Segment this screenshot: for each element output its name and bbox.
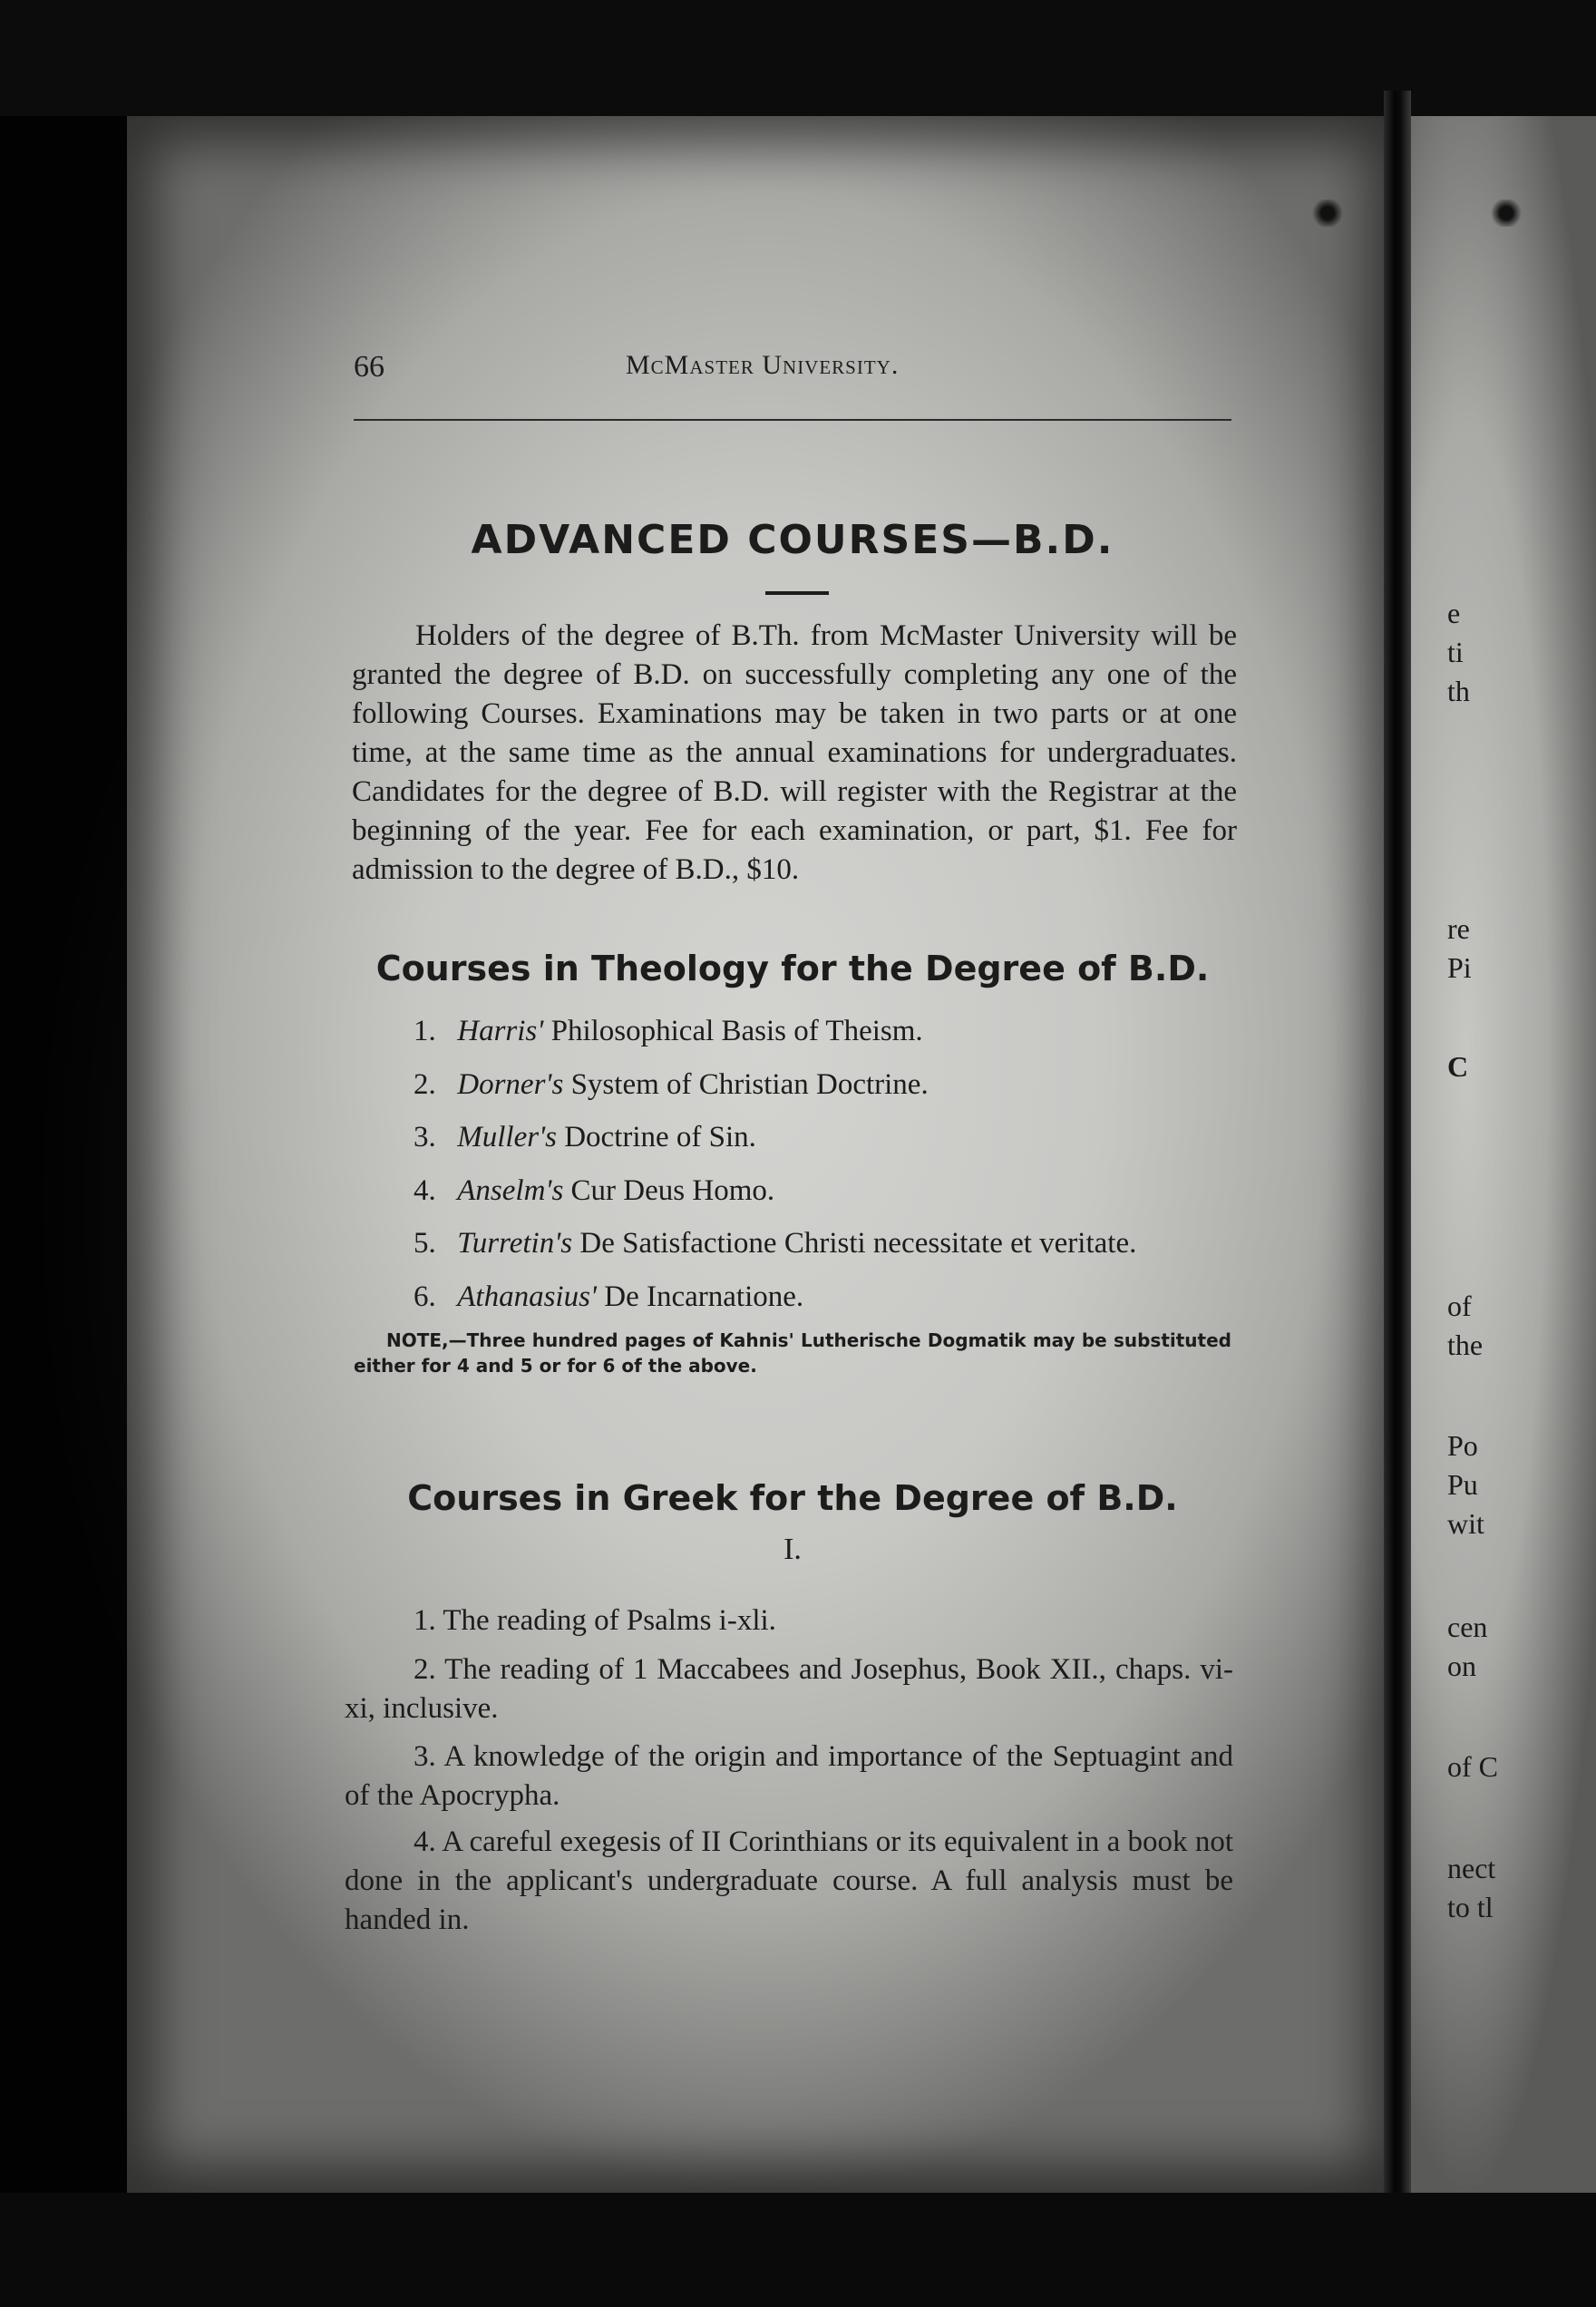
facing-fragment: on bbox=[1447, 1650, 1476, 1682]
running-title: McMaster University. bbox=[626, 350, 900, 380]
header-rule bbox=[354, 419, 1231, 421]
facing-fragment: to tl bbox=[1447, 1891, 1494, 1923]
list-item: 5. Turretin's De Satisfactione Christi necessitate et veritate. bbox=[414, 1227, 1137, 1260]
intro-paragraph: Holders of the degree of B.Th. from McMaster University will be granted the degree of B.D. on successfully completing any one of the following Courses. Examinations may be taken in two parts or at one time, at the same time as the annual examinations for undergraduates. Candidates for the degree of B.D. will register with the Registrar at the beginning of the year. Fee for each examination, or part, $1. Fee for admission to the degree of B.D., $10. bbox=[352, 619, 1237, 886]
title-rule bbox=[765, 591, 829, 595]
facing-page bbox=[1411, 116, 1596, 2193]
greek-course-item: 2. The reading of 1 Maccabees and Josephus, Book XII., chaps. vi-xi, inclusive. bbox=[345, 1653, 1233, 1725]
facing-fragment: the bbox=[1447, 1329, 1484, 1361]
theology-course-list bbox=[414, 1005, 1230, 1323]
greek-part-number: I. bbox=[783, 1533, 802, 1566]
greek-course-item: 4. A careful exegesis of II Corinthians or its equivalent in a book not done in the applicant's undergraduate course. A full analysis must be handed in. bbox=[345, 1825, 1233, 1936]
facing-fragment: re bbox=[1447, 912, 1470, 945]
facing-fragment: e bbox=[1447, 597, 1461, 629]
facing-fragment: of bbox=[1447, 1290, 1472, 1322]
ink-stain bbox=[1489, 200, 1523, 227]
book-gutter bbox=[1384, 91, 1411, 2231]
theology-note: NOTE,—Three hundred pages of Kahnis' Lutherische Dogmatik may be substituted either for 4 and 5 or for 6 of the above. bbox=[354, 1329, 1231, 1377]
facing-fragment: Pu bbox=[1447, 1468, 1478, 1501]
facing-fragment: th bbox=[1447, 675, 1470, 707]
facing-fragment: Po bbox=[1447, 1429, 1478, 1462]
facing-fragment: ti bbox=[1447, 636, 1464, 668]
page-number: 66 bbox=[354, 350, 384, 384]
list-item: 6. Athanasius' De Incarnatione. bbox=[414, 1280, 804, 1313]
facing-fragment: C bbox=[1447, 1050, 1469, 1083]
facing-fragment: Pi bbox=[1447, 951, 1472, 984]
greek-course-item: 1. The reading of Psalms i-xli. bbox=[414, 1604, 776, 1637]
bottom-border bbox=[0, 2193, 1596, 2307]
list-item: 4. Anselm's Cur Deus Homo. bbox=[414, 1173, 775, 1207]
ink-stain bbox=[1310, 200, 1345, 227]
theology-heading: Courses in Theology for the Degree of B.D. bbox=[375, 949, 1210, 988]
page-title: ADVANCED COURSES—B.D. bbox=[471, 517, 1114, 563]
list-item: 3. Muller's Doctrine of Sin. bbox=[414, 1121, 756, 1154]
greek-course-item: 3. A knowledge of the origin and importance of the Septuagint and of the Apocrypha. bbox=[345, 1740, 1233, 1812]
top-border bbox=[0, 0, 1596, 116]
greek-heading: Courses in Greek for the Degree of B.D. bbox=[407, 1478, 1178, 1518]
list-item: 1. Harris' Philosophical Basis of Theism. bbox=[414, 1015, 923, 1047]
facing-fragment: cen bbox=[1447, 1611, 1488, 1643]
facing-fragment: nect bbox=[1447, 1852, 1496, 1884]
facing-fragment: of C bbox=[1447, 1750, 1498, 1783]
facing-fragment: wit bbox=[1447, 1507, 1484, 1540]
list-item: 2. Dorner's System of Christian Doctrine. bbox=[414, 1067, 929, 1101]
